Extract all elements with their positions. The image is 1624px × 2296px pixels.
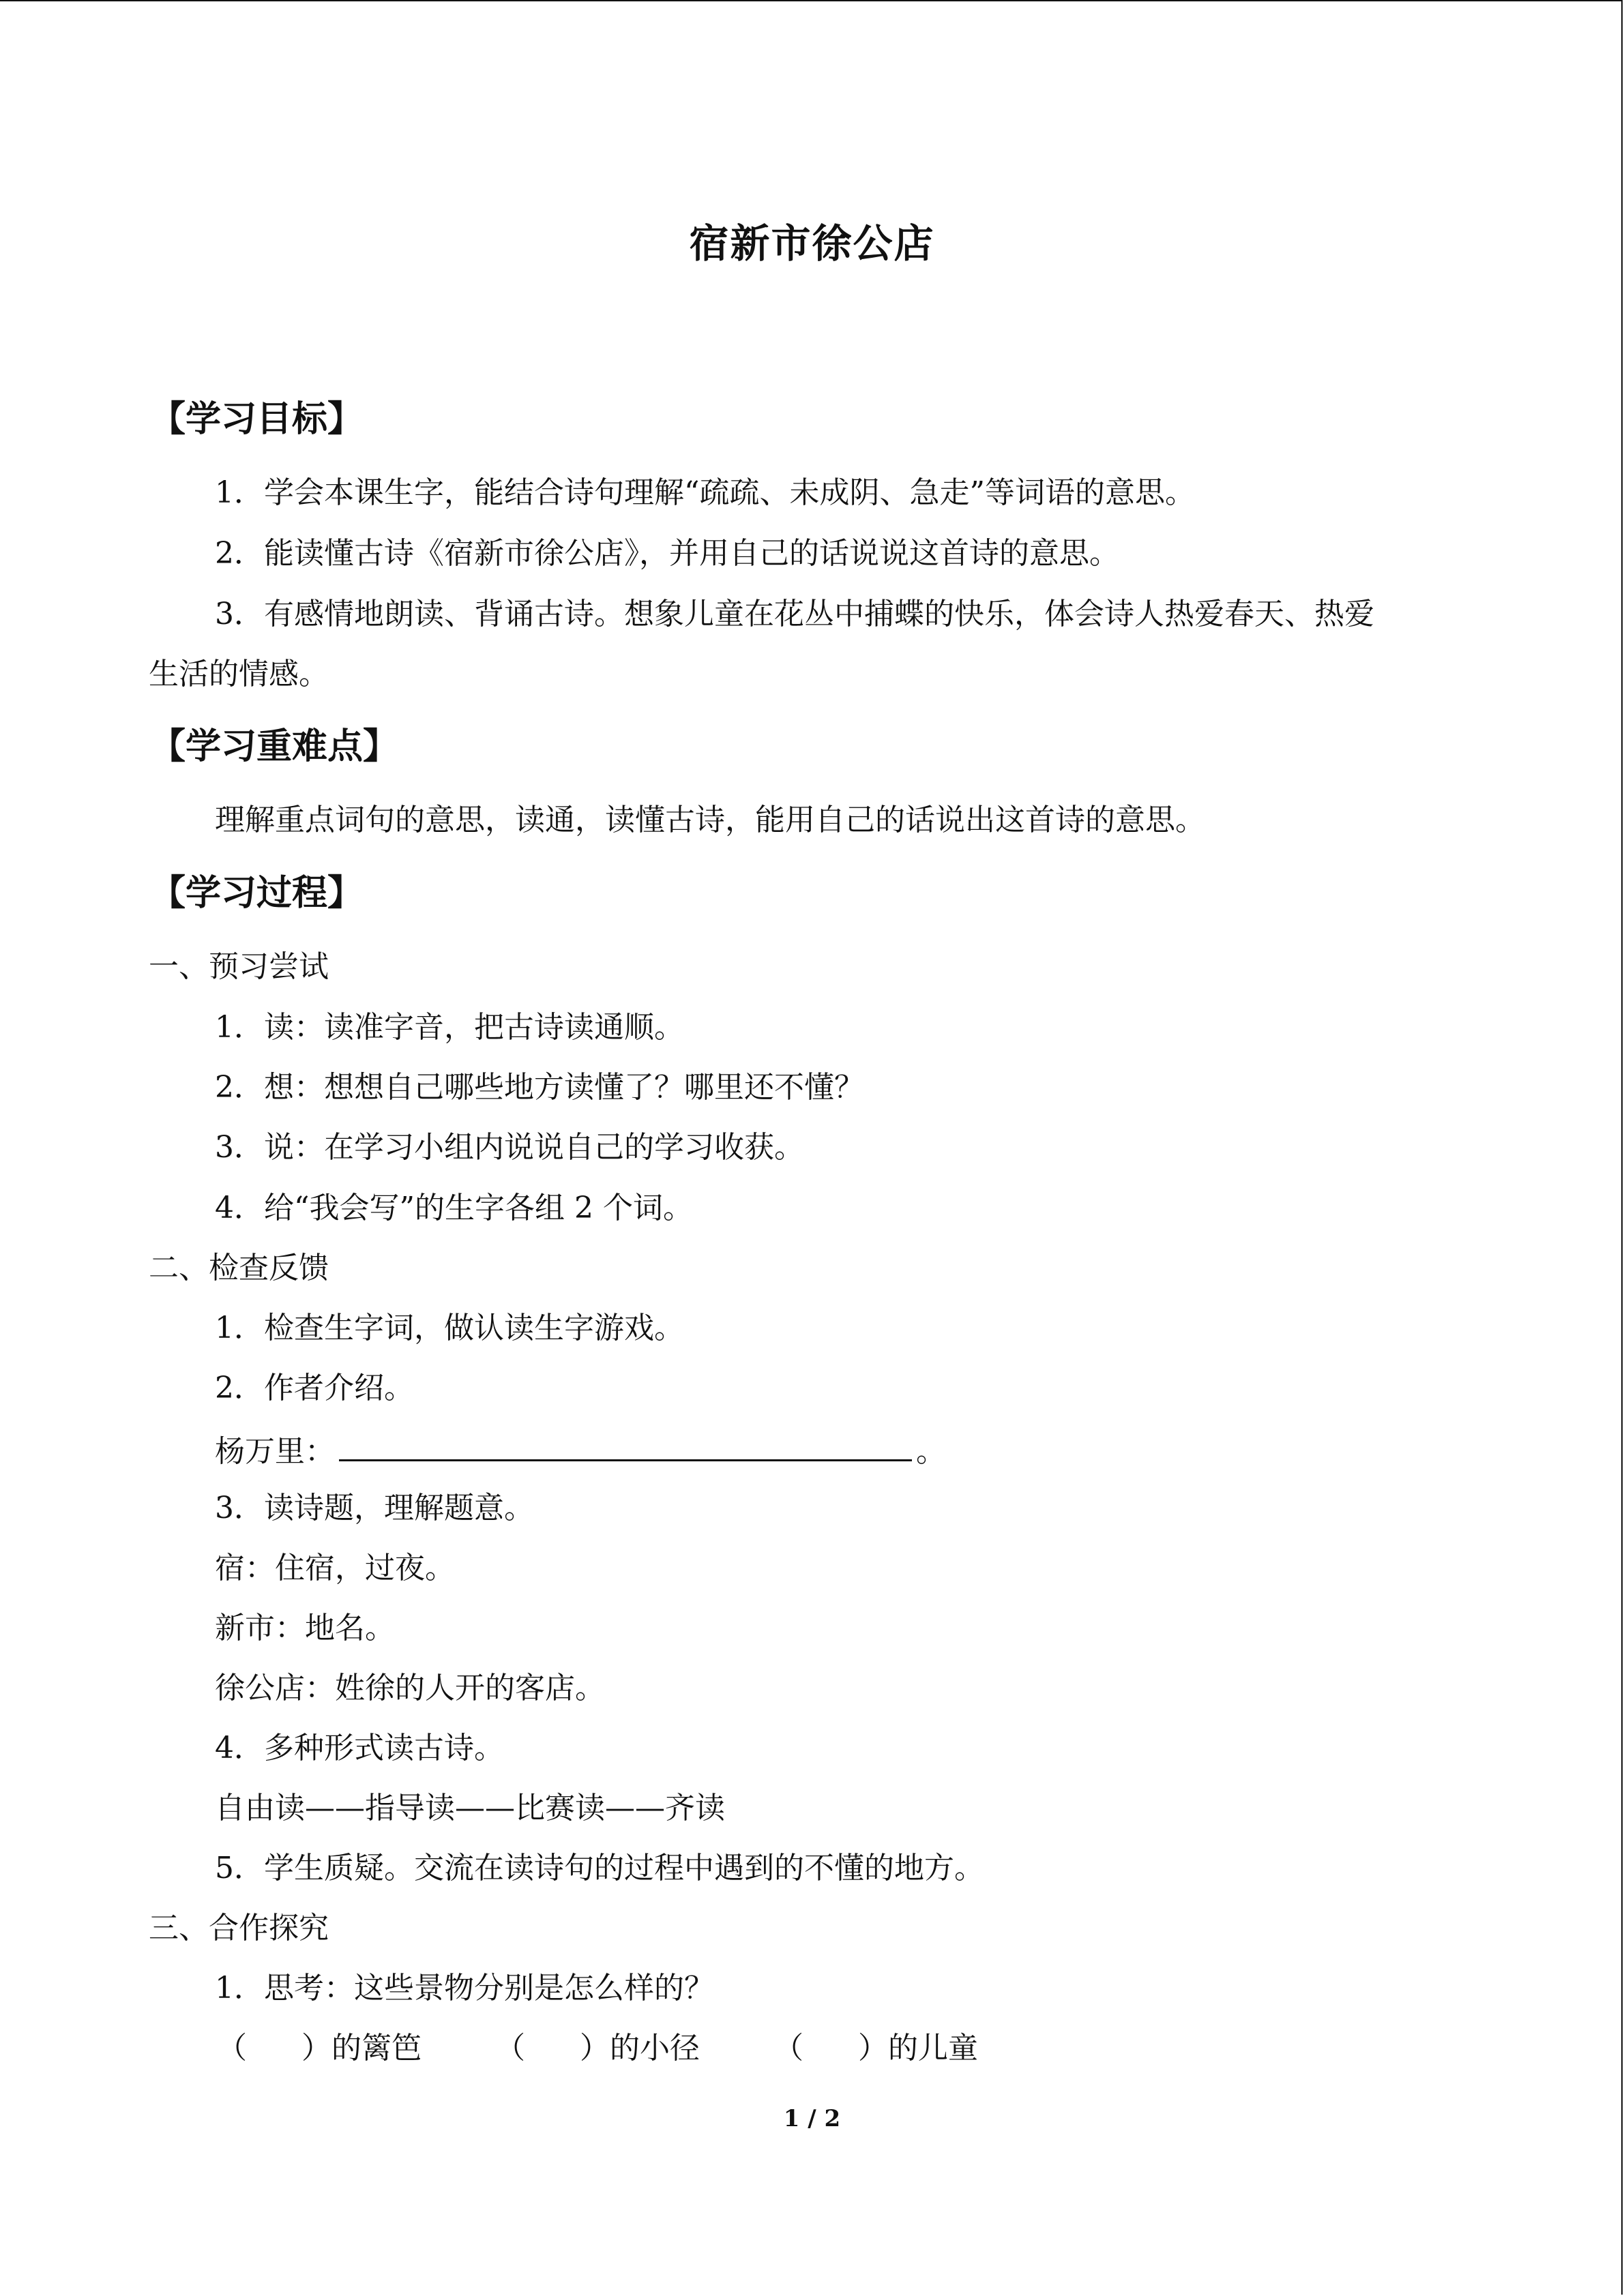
heading-keypoints: 【学习重难点】: [150, 726, 399, 767]
goal-item-1: 1．学会本课生字，能结合诗句理解“疏疏、未成阴、急走”等词语的意思。: [215, 475, 1195, 510]
read-modes: 自由读——指导读——比赛读——齐读: [215, 1791, 725, 1825]
goal-item-3: 3．有感情地朗读、背诵古诗。想象儿童在花丛中捕蝶的快乐，体会诗人热爱春天、热爱: [215, 597, 1374, 631]
part2-item-5: 5．学生质疑。交流在读诗句的过程中遇到的不懂的地方。: [215, 1851, 984, 1885]
definition-xugongdian: 徐公店：姓徐的人开的客店。: [215, 1671, 605, 1705]
goal-item-3-cont: 生活的情感。: [149, 657, 329, 691]
definition-xinshi: 新市：地名。: [215, 1611, 395, 1645]
part2-item-1: 1．检查生字词，做认读生字游戏。: [215, 1311, 684, 1345]
scene-blank-3: [773, 2029, 978, 2068]
part1-title: 一、预习尝试: [149, 949, 329, 984]
scene-blank-1: [217, 2029, 422, 2068]
keypoints-text: 理解重点词句的意思，读通，读懂古诗，能用自己的话说出这首诗的意思。: [215, 803, 1205, 837]
author-fill-blank[interactable]: [339, 1429, 912, 1461]
part2-title: 二、检查反馈: [149, 1251, 329, 1285]
goal-item-2: 2．能读懂古诗《宿新市徐公店》，并用自己的话说说这首诗的意思。: [215, 536, 1119, 571]
scene-blank-3-close: ）的儿童: [858, 2031, 978, 2066]
part1-item-1: 1．读：读准字音，把古诗读通顺。: [215, 1010, 684, 1045]
part1-item-2: 2．想：想想自己哪些地方读懂了？哪里还不懂？: [215, 1070, 864, 1105]
heading-process: 【学习过程】: [150, 873, 364, 914]
part2-item-4: 4．多种形式读古诗。: [215, 1731, 504, 1765]
scene-blank-1-close: ）的篱笆: [301, 2031, 422, 2066]
heading-goals: 【学习目标】: [150, 399, 364, 440]
part1-item-4: 4．给“我会写”的生字各组 2 个词。: [215, 1191, 693, 1225]
scene-blank-2: [495, 2029, 700, 2068]
part2-item-2: 2．作者介绍。: [215, 1371, 414, 1405]
part2-item-3: 3．读诗题，理解题意。: [215, 1491, 534, 1525]
scene-blank-3-open: （: [773, 2031, 803, 2066]
part3-title: 三、合作探究: [149, 1911, 329, 1945]
part1-item-3: 3．说：在学习小组内说说自己的学习收获。: [215, 1130, 804, 1165]
author-label: 杨万里：: [215, 1434, 335, 1469]
scene-blank-2-open: （: [495, 2031, 525, 2066]
author-line-end: 。: [916, 1434, 946, 1469]
scene-blank-2-close: ）的小径: [580, 2031, 700, 2066]
page-title: 宿新市徐公店: [689, 220, 935, 267]
scene-blank-1-open: （: [217, 2031, 247, 2066]
page-number: 1 / 2: [783, 2105, 841, 2132]
part3-item-1: 1．思考：这些景物分别是怎么样的？: [215, 1971, 714, 2006]
definition-su: 宿：住宿，过夜。: [215, 1551, 455, 1585]
author-line: [215, 1429, 946, 1471]
